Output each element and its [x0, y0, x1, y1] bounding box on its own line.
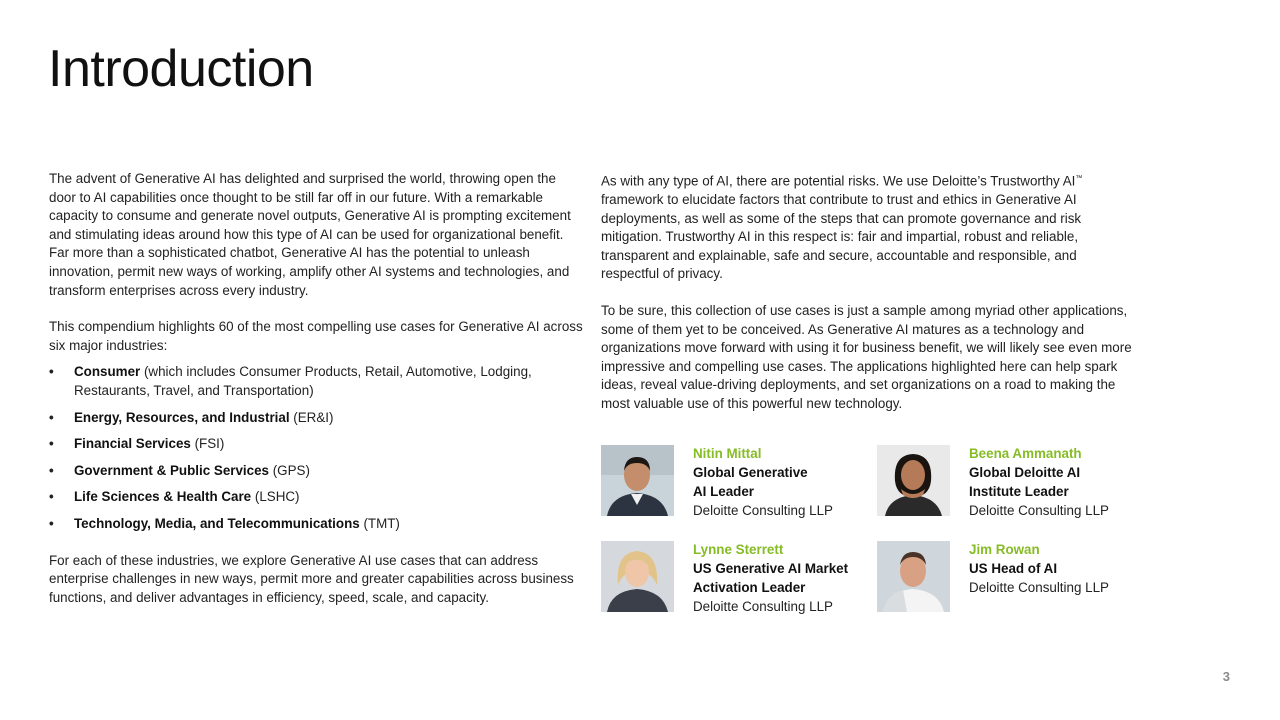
industry-detail: (which includes Consumer Products, Retail, Automotive, Lodging, Restaurants, Travel, and Transportation): [74, 364, 532, 398]
right-column: [601, 170, 1136, 414]
leader-name: Jim Rowan: [969, 542, 1040, 557]
list-item: [49, 488, 583, 507]
intro-paragraph-1: The advent of Generative AI has delighted and surprised the world, throwing open the door to AI capabilities once thought to be still far off in our future. With a remarkable capacity to consume and generate novel outputs, Generative AI is prompting excitement and stimulating ideas around how this type of AI can be used for organizational benefit. Far more than a sophisticated chatbot, Generative AI has the potential to unleash innovation, permit new ways of working, amplify other AI systems and technologies, and transform enterprises across every industry.: [49, 171, 571, 298]
industry-detail: (ER&I): [289, 409, 334, 425]
leader-role: AI Leader: [693, 484, 755, 499]
leader-role: Institute Leader: [969, 484, 1069, 499]
portrait-icon: [601, 445, 674, 516]
industry-name: Technology, Media, and Telecommunications: [74, 515, 360, 531]
bullet-icon: •: [49, 489, 54, 505]
leader-organization: Deloitte Consulting LLP: [969, 503, 1109, 518]
industry-detail: (FSI): [190, 436, 225, 452]
avatar: [877, 445, 950, 516]
industry-detail: (GPS): [268, 462, 310, 478]
industries-list: [49, 363, 583, 533]
leader-card: [877, 540, 1153, 620]
leader-organization: Deloitte Consulting LLP: [693, 599, 833, 614]
leader-name: Nitin Mittal: [693, 446, 762, 461]
list-item: [49, 409, 583, 428]
industry-name: Energy, Resources, and Industrial: [74, 409, 290, 425]
bullet-icon: •: [49, 364, 54, 380]
leader-organization: Deloitte Consulting LLP: [693, 503, 833, 518]
bullet-icon: •: [49, 436, 54, 452]
leader-info: [693, 444, 833, 520]
leader-name: Beena Ammanath: [969, 446, 1082, 461]
trust-text-a: As with any type of AI, there are potential risks. We use Deloitte’s Trustworthy AI: [601, 173, 1076, 189]
industry-name: Financial Services: [74, 436, 191, 452]
leader-role: US Generative AI Market: [693, 561, 849, 576]
sample-paragraph: To be sure, this collection of use cases is just a sample among myriad other applications, some of them yet to be conceived. As Generative AI matures as a technology and organizations move forward with using it for business benefit, we will likely see even more impressive and compelling use cases. The applications highlighted here can help spark ideas, reveal value-driving deployments, and set organizations on a road to making the most valuable use of this powerful new technology.: [601, 303, 1132, 411]
leader-card: [877, 444, 1153, 524]
bullet-icon: •: [49, 409, 54, 425]
leader-name: Lynne Sterrett: [693, 542, 784, 557]
leader-info: [969, 444, 1109, 520]
bullet-icon: •: [49, 462, 54, 478]
industry-name: Consumer: [74, 364, 141, 380]
list-item: [49, 435, 583, 454]
portrait-icon: [877, 541, 950, 612]
portrait-icon: [601, 541, 674, 612]
bullet-icon: •: [49, 515, 54, 531]
industry-detail: (TMT): [359, 515, 400, 531]
list-item: [49, 515, 583, 534]
leader-organization: Deloitte Consulting LLP: [969, 580, 1109, 595]
page-title: Introduction: [48, 40, 314, 98]
leaders-grid: [601, 444, 1161, 624]
portrait-icon: [877, 445, 950, 516]
list-item: [49, 462, 583, 481]
leader-role: Global Deloitte AI: [969, 465, 1081, 480]
leader-card: [601, 444, 877, 524]
trademark-mark: ™: [1075, 175, 1083, 182]
trust-paragraph: [601, 170, 1136, 284]
intro-paragraph-3: For each of these industries, we explore Generative AI use cases that can address enterprise challenges in new ways, permit more and greater capabilities across business functions, and deliver advantages in efficiency, speed, scale, and capacity.: [49, 552, 574, 605]
avatar: [601, 541, 674, 612]
intro-paragraph-2: This compendium highlights 60 of the most compelling use cases for Generative AI across six major industries:: [49, 319, 583, 353]
industry-name: Life Sciences & Health Care: [74, 489, 252, 505]
leader-role: US Head of AI: [969, 561, 1058, 576]
leader-role: Activation Leader: [693, 580, 806, 595]
industry-detail: (LSHC): [251, 489, 300, 505]
leader-info: [693, 540, 848, 616]
avatar: [877, 541, 950, 612]
trust-text-b: framework to elucidate factors that contribute to trust and ethics in Generative AI deployments, as well as some of the steps that can promote governance and risk mitigation. Trustworthy AI in this respect is: fair and impartial, robust and reliable, transparent and explainable, safe and secure, accountable and responsible, and respectful of privacy.: [601, 192, 1082, 282]
page-number: 3: [1222, 669, 1230, 684]
left-column: [49, 170, 583, 607]
list-item: [49, 363, 583, 400]
leader-info: [969, 540, 1109, 597]
avatar: [601, 445, 674, 516]
leader-card: [601, 540, 877, 620]
leader-role: Global Generative: [693, 465, 808, 480]
industry-name: Government & Public Services: [74, 462, 269, 478]
